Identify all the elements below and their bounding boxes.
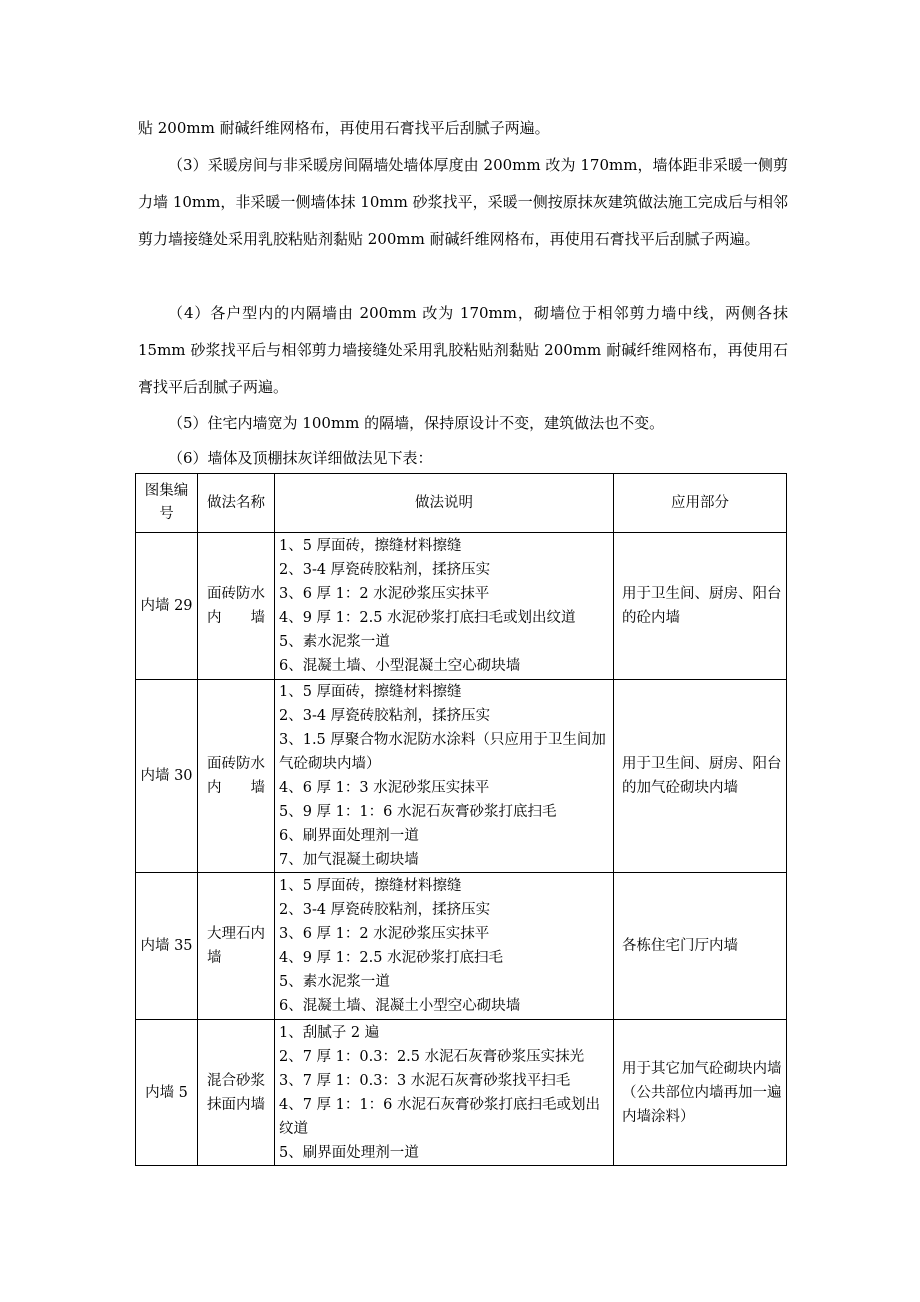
step-item: 6、刷界面处理剂一道: [279, 828, 419, 844]
step-item: 5、9 厚 1：1：6 水泥石灰膏砂浆打底扫毛: [279, 804, 557, 820]
table-row: [136, 873, 787, 1020]
cell-name: 大理石内墙: [198, 873, 275, 1020]
step-item: 4、9 厚 1：2.5 水泥砂浆打底扫毛或划出纹道: [279, 610, 576, 626]
paragraph-item-4: [138, 295, 788, 406]
paragraph-2: （3）采暖房间与非采暖房间隔墙处墙体厚度由 200mm 改为 170mm，墙体距非采暖一侧剪力墙 10mm，非采暖一侧墙体抹 10mm 砂浆找平，采暖一侧按原抹灰建筑做法施工完成后与相邻剪力墙接缝处采用乳胶粘贴剂黏贴 200mm 耐碱纤维网格布，再使用石膏找平后刮腻子两遍。: [138, 156, 788, 248]
step-item: 5、素水泥浆一道: [279, 634, 390, 650]
table-row: [136, 1020, 787, 1166]
step-item: 2、3-4 厚瓷砖胶粘剂，揉挤压实: [279, 562, 491, 578]
cell-code: 内墙 5: [136, 1020, 198, 1166]
header-application: 应用部分: [614, 474, 787, 533]
cell-name: 混合砂浆抹面内墙: [198, 1020, 275, 1166]
step-item: 7、加气混凝土砌块墙: [279, 852, 419, 868]
cell-application: 用于卫生间、厨房、阳台的砼内墙: [614, 533, 787, 680]
step-item: 4、7 厚 1：1：6 水泥石灰膏砂浆打底扫毛或划出纹道: [279, 1096, 600, 1137]
cell-steps: [275, 533, 614, 680]
cell-name: 面砖防水内墙: [198, 680, 275, 873]
step-item: 1、5 厚面砖，擦缝材料擦缝: [279, 538, 462, 554]
cell-steps: [275, 873, 614, 1020]
step-item: 1、刮腻子 2 遍: [279, 1024, 380, 1041]
step-item: 5、素水泥浆一道: [279, 974, 390, 990]
cell-steps: [275, 680, 614, 873]
header-description: 做法说明: [275, 474, 614, 533]
paragraph-4: （5）住宅内墙宽为 100mm 的隔墙，保持原设计不变，建筑做法也不变。: [168, 414, 665, 432]
paragraph-1: 贴 200mm 耐碱纤维网格布，再使用石膏找平后刮腻子两遍。: [138, 119, 550, 137]
table-row: [136, 533, 787, 680]
paragraph-5: （6）墙体及顶棚抹灰详细做法见下表：: [168, 449, 433, 467]
paragraph-item-6: [138, 440, 788, 477]
cell-code: 内墙 29: [136, 533, 198, 680]
step-item: 4、6 厚 1：3 水泥砂浆压实抹平: [279, 780, 490, 796]
wall-finish-table: [135, 473, 787, 1166]
header-name: 做法名称: [198, 474, 275, 533]
step-item: 3、7 厚 1：0.3：3 水泥石灰膏砂浆找平扫毛: [279, 1072, 571, 1089]
cell-application: 用于卫生间、厨房、阳台的加气砼砌块内墙: [614, 680, 787, 873]
paragraph-item-3: [138, 147, 788, 258]
step-item: 2、3-4 厚瓷砖胶粘剂，揉挤压实: [279, 902, 491, 918]
cell-name: 面砖防水内墙: [198, 533, 275, 680]
cell-application: 各栋住宅门厅内墙: [614, 873, 787, 1020]
step-item: 5、刷界面处理剂一道: [279, 1144, 419, 1161]
step-item: 3、6 厚 1：2 水泥砂浆压实抹平: [279, 586, 490, 602]
step-item: 1、5 厚面砖，擦缝材料擦缝: [279, 684, 462, 700]
step-item: 6、混凝土墙、混凝土小型空心砌块墙: [279, 998, 521, 1014]
step-item: 1、5 厚面砖，擦缝材料擦缝: [279, 878, 462, 894]
table-row: [136, 680, 787, 873]
paragraph-item-5: [138, 405, 788, 442]
step-item: 3、1.5 厚聚合物水泥防水涂料（只应用于卫生间加气砼砌块内墙）: [279, 732, 606, 772]
step-item: 2、3-4 厚瓷砖胶粘剂，揉挤压实: [279, 708, 491, 724]
cell-steps: [275, 1020, 614, 1166]
paragraph-3: （4）各户型内的内隔墙由 200mm 改为 170mm，砌墙位于相邻剪力墙中线，两侧各抹 15mm 砂浆找平后与相邻剪力墙接缝处采用乳胶粘贴剂黏贴 200mm 耐碱纤维网格布，再使用石膏找平后刮腻子两遍。: [138, 304, 788, 396]
cell-application: 用于其它加气砼砌块内墙（公共部位内墙再加一遍内墙涂料）: [614, 1020, 787, 1166]
step-item: 2、7 厚 1：0.3：2.5 水泥石灰膏砂浆压实抹光: [279, 1048, 585, 1065]
paragraph-continuation: [138, 110, 788, 147]
cell-code: 内墙 30: [136, 680, 198, 873]
step-item: 6、混凝土墙、小型混凝土空心砌块墙: [279, 658, 521, 674]
step-item: 4、9 厚 1：2.5 水泥砂浆打底扫毛: [279, 950, 504, 966]
step-item: 3、6 厚 1：2 水泥砂浆压实抹平: [279, 926, 490, 942]
table-header-row: [136, 474, 787, 533]
cell-code: 内墙 35: [136, 873, 198, 1020]
header-code: 图集编号: [136, 474, 198, 533]
